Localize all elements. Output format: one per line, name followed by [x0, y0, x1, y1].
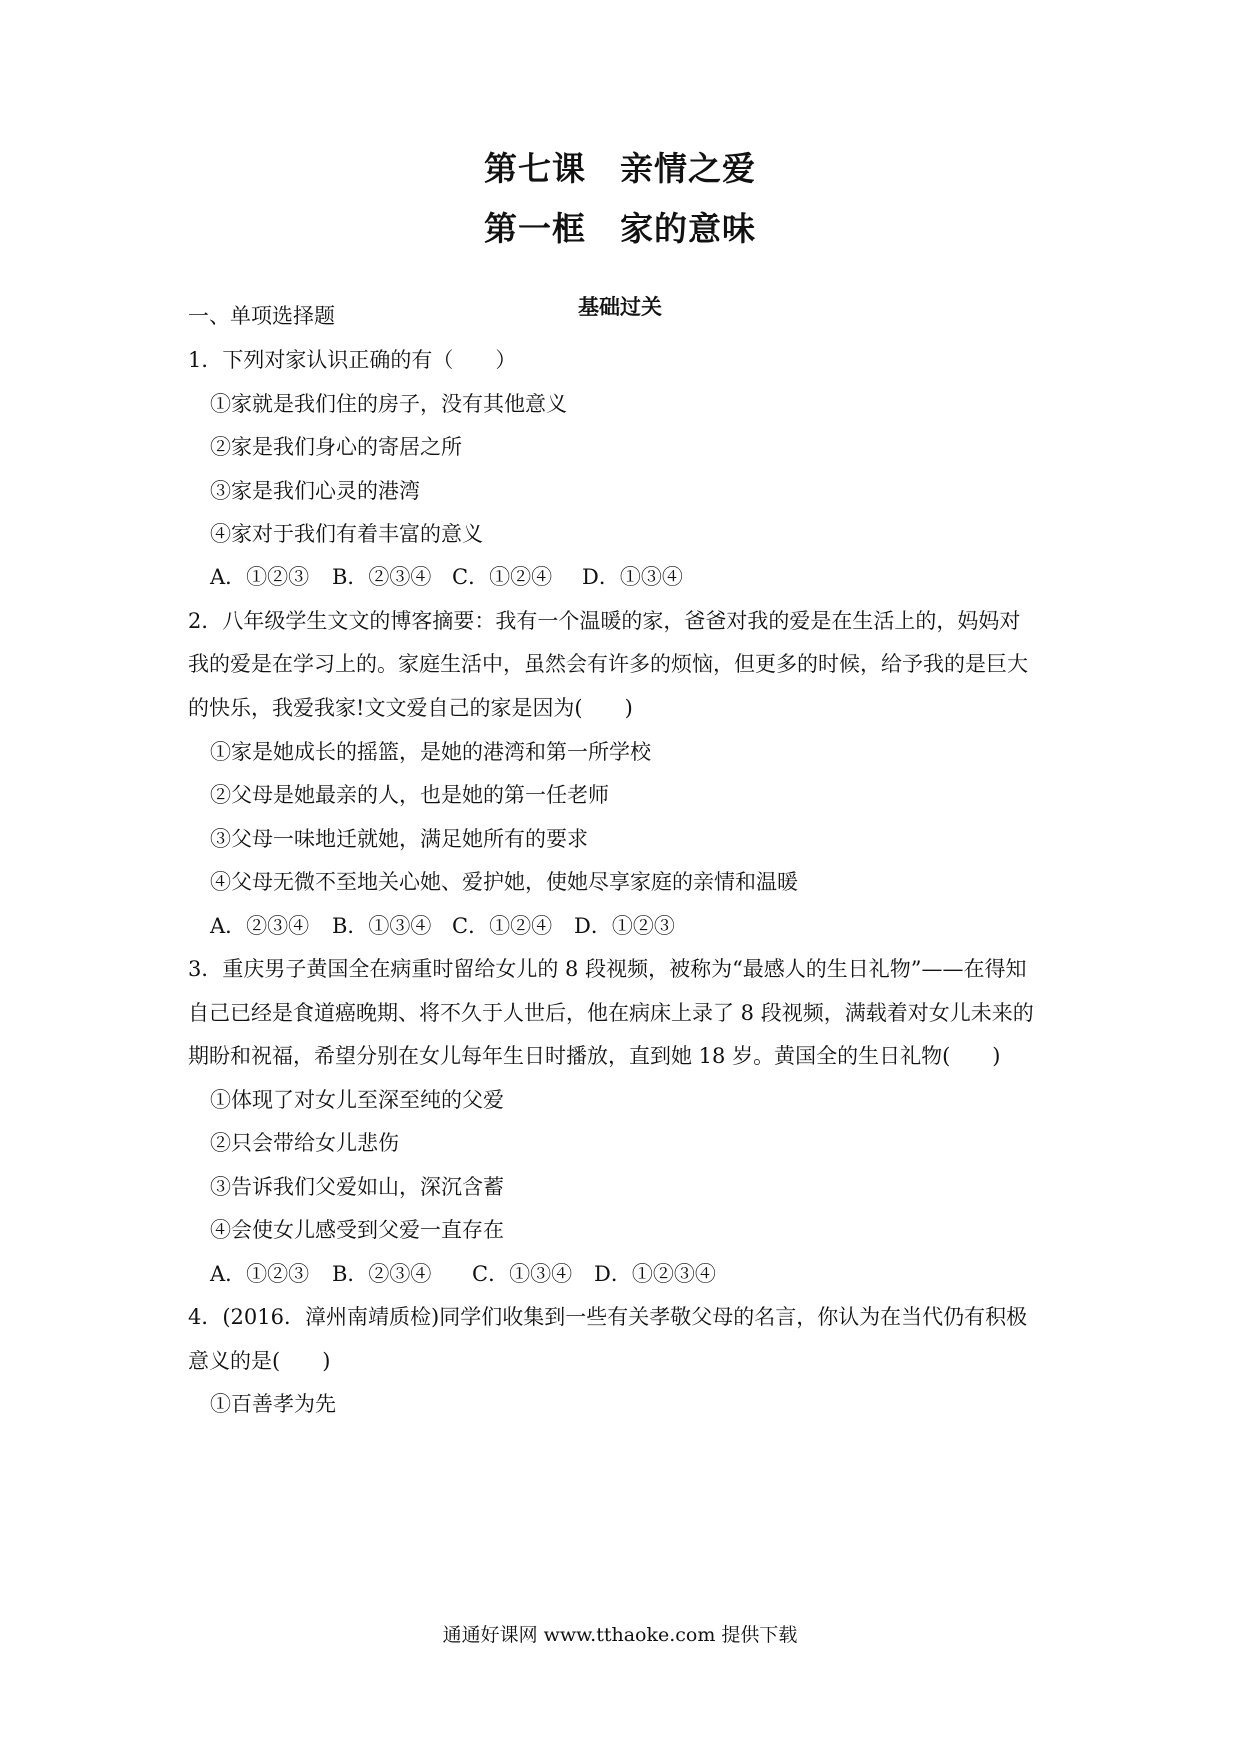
choice-a: A．①②③: [210, 565, 310, 589]
choice-d: D．①③④: [582, 565, 683, 589]
question-option: ③父母一味地迁就她，满足她所有的要求: [210, 827, 588, 851]
answer-choices: [210, 1259, 1080, 1289]
section-name: 家的意味: [620, 209, 756, 248]
question-stem: 意义的是( ): [188, 1349, 331, 1373]
choice-b: B．①③④: [332, 914, 432, 938]
question-option: ②家是我们身心的寄居之所: [210, 435, 462, 459]
question-option: ①体现了对女儿至深至纯的父爱: [210, 1088, 504, 1112]
question-stem: 我的爱是在学习上的。家庭生活中，虽然会有许多的烦恼，但更多的时候，给予我的是巨大: [188, 652, 1028, 676]
section-number: 第一框: [484, 209, 586, 248]
question-option: ③家是我们心灵的港湾: [210, 479, 420, 503]
choice-c: C．①②④: [452, 565, 553, 589]
question-stem: 1．下列对家认识正确的有（ ）: [188, 348, 517, 372]
answer-choices: [210, 562, 1080, 592]
question-option: ①家是她成长的摇篮，是她的港湾和第一所学校: [210, 740, 651, 764]
choice-a: A．②③④: [210, 914, 310, 938]
question-option: ④父母无微不至地关心她、爱护她，使她尽享家庭的亲情和温暖: [210, 870, 798, 894]
lesson-number: 第七课: [484, 149, 586, 188]
question-stem: 的快乐，我爱我家!文文爱自己的家是因为( ): [188, 696, 633, 720]
question-stem: 3．重庆男子黄国全在病重时留给女儿的 8 段视频，被称为“最感人的生日礼物”——在得知: [188, 957, 1027, 981]
question-option: ②只会带给女儿悲伤: [210, 1131, 399, 1155]
question-option: ④家对于我们有着丰富的意义: [210, 522, 483, 546]
subheading: 基础过关: [578, 294, 662, 319]
answer-choices: [210, 911, 1080, 941]
choice-c: C．①③④: [472, 1262, 573, 1286]
choice-b: B．②③④: [332, 565, 432, 589]
lesson-title: [0, 143, 1240, 190]
choice-b: B．②③④: [332, 1262, 432, 1286]
choice-a: A．①②③: [210, 1262, 310, 1286]
choice-d: D．①②③: [574, 914, 675, 938]
question-option: ④会使女儿感受到父爱一直存在: [210, 1218, 504, 1242]
question-type-heading: 一、单项选择题: [188, 304, 335, 328]
question-option: ①百善孝为先: [210, 1392, 336, 1416]
section-title: [0, 203, 1240, 250]
question-stem: 4．(2016．漳州南靖质检)同学们收集到一些有关孝敬父母的名言，你认为在当代仍有积极: [188, 1305, 1028, 1329]
choice-c: C．①②④: [452, 914, 553, 938]
question-option: ②父母是她最亲的人，也是她的第一任老师: [210, 783, 609, 807]
question-stem: 自己已经是食道癌晚期、将不久于人世后，他在病床上录了 8 段视频，满载着对女儿未来的: [188, 1001, 1034, 1025]
page-footer: 通通好课网 www.tthaoke.com 提供下载: [442, 1624, 798, 1646]
question-option: ③告诉我们父爱如山，深沉含蓄: [210, 1175, 504, 1199]
question-stem: 2．八年级学生文文的博客摘要：我有一个温暖的家，爸爸对我的爱是在生活上的，妈妈对: [188, 609, 1021, 633]
lesson-name: 亲情之爱: [620, 149, 756, 188]
question-stem: 期盼和祝福，希望分别在女儿每年生日时播放，直到她 18 岁。黄国全的生日礼物( ): [188, 1044, 1001, 1068]
choice-d: D．①②③④: [594, 1262, 716, 1286]
question-option: ①家就是我们住的房子，没有其他意义: [210, 392, 567, 416]
